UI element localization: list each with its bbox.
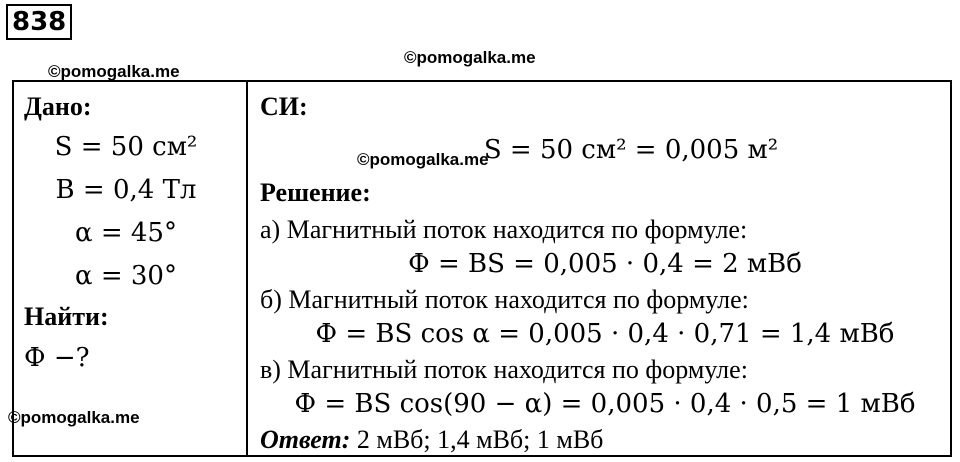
given-induction: B = 0,4 Тл — [55, 175, 197, 205]
si-conversion: S = 50 см² = 0,005 м² — [483, 135, 779, 165]
given-angle-2: α = 30° — [75, 261, 177, 291]
solution-heading: Решение: — [260, 178, 371, 207]
find-value: Ф −? — [24, 343, 90, 373]
answer-label: Ответ: — [260, 425, 351, 454]
problem-number: 838 — [6, 4, 72, 40]
given-column — [14, 82, 248, 455]
solution-table — [12, 80, 952, 457]
solution-column — [248, 82, 950, 455]
part-c-formula: Ф = BS cos(90 − α) = 0,005 · 0,4 · 0,5 = 1 мВб — [294, 389, 916, 419]
watermark-bottom: ©pomogalka.me — [8, 408, 140, 427]
given-angle-1: α = 45° — [75, 218, 177, 248]
find-heading: Найти: — [24, 302, 109, 331]
answer-value: 2 мВб; 1,4 мВб; 1 мВб — [356, 425, 604, 454]
part-a-text: а) Магнитный поток находится по формуле: — [260, 215, 748, 244]
watermark-middle: ©pomogalka.me — [357, 150, 489, 169]
part-c-text: в) Магнитный поток находится по формуле: — [260, 355, 748, 384]
answer-line — [260, 422, 950, 457]
given-heading: Дано: — [24, 92, 92, 121]
part-a-formula: Ф = BS = 0,005 · 0,4 = 2 мВб — [408, 249, 802, 279]
part-b-formula: Ф = BS cos α = 0,005 · 0,4 · 0,71 = 1,4 мВб — [315, 319, 895, 349]
watermark-left: ©pomogalka.me — [48, 62, 180, 81]
si-heading: СИ: — [260, 92, 308, 121]
part-b-text: б) Магнитный поток находится по формуле: — [260, 285, 749, 314]
given-area: S = 50 см² — [54, 132, 198, 162]
watermark-top: ©pomogalka.me — [404, 48, 536, 67]
